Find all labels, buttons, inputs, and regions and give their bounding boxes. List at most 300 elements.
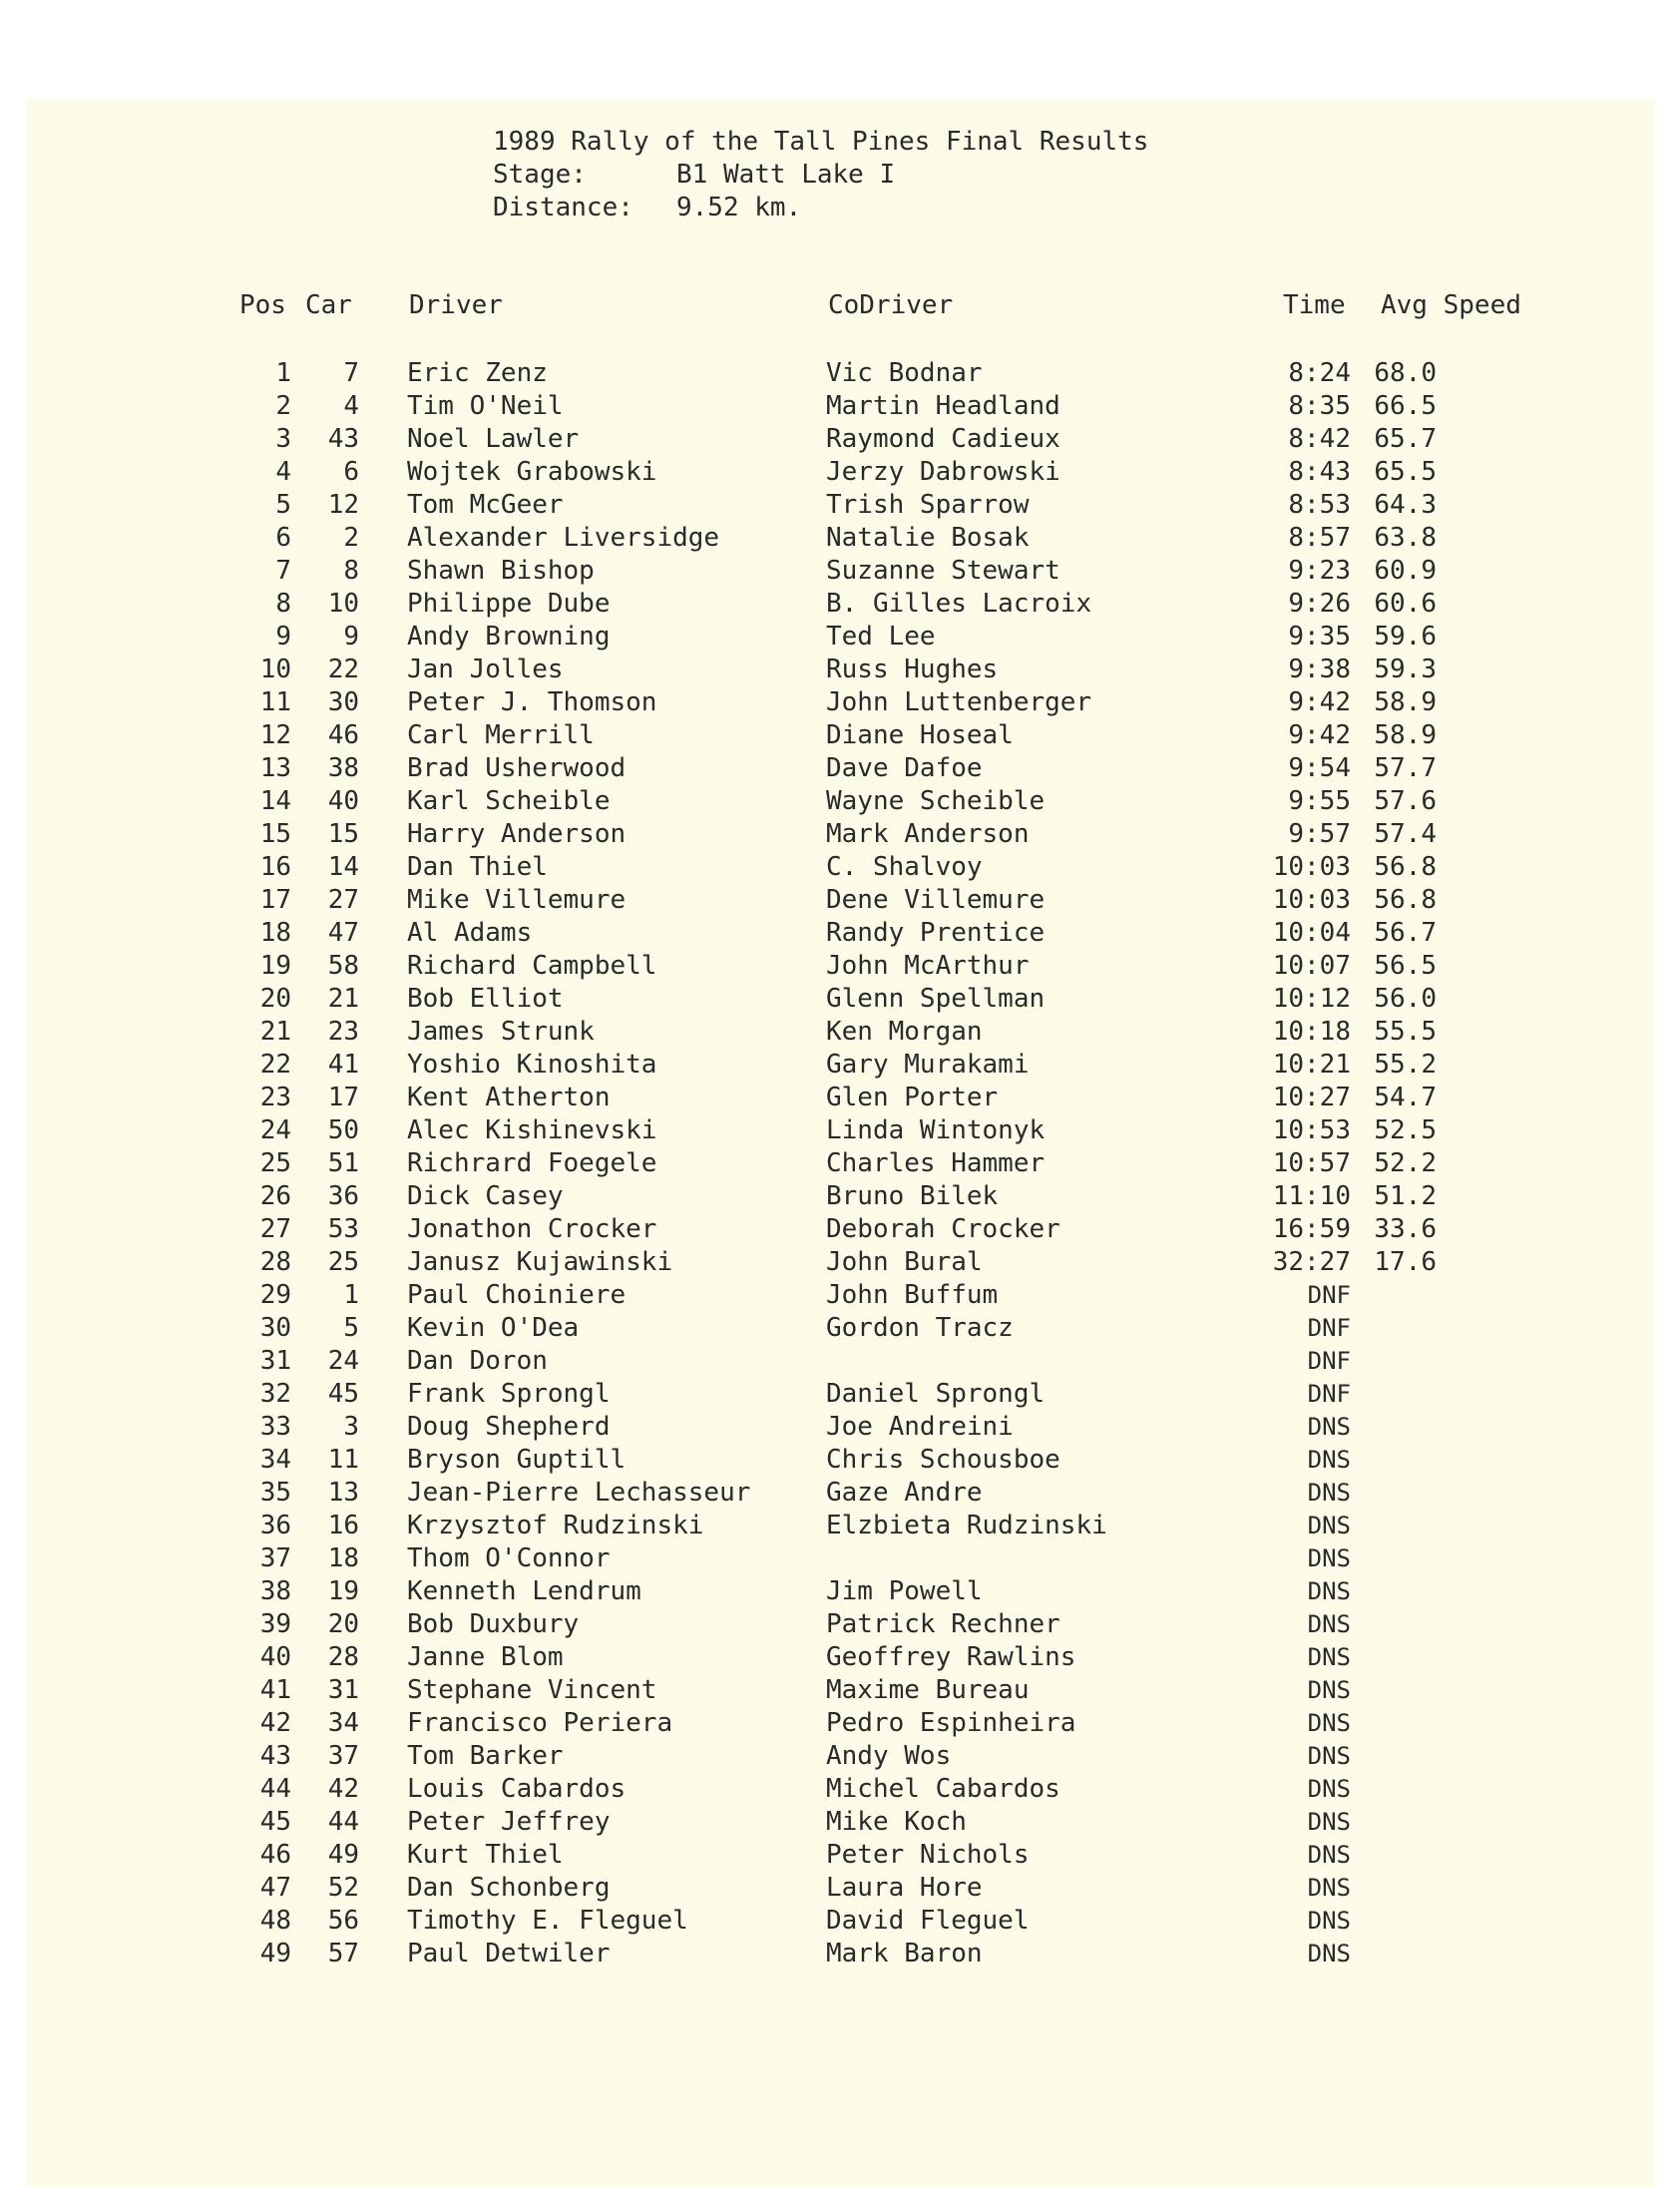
car-number-cell: 10 [327,589,359,619]
driver-cell: Frank Sprongl [407,1379,611,1409]
driver-cell: Timothy E. Fleguel [407,1906,688,1936]
codriver-cell: John Bural [826,1247,983,1277]
car-number-cell: 15 [327,819,359,849]
codriver-cell: Mark Anderson [826,819,1030,849]
table-row [0,1246,1680,1279]
table-row [0,917,1680,950]
car-number-cell: 56 [327,1906,359,1936]
table-row [0,851,1680,884]
position-cell: 15 [259,819,291,849]
table-row [0,950,1680,983]
table-row [0,1806,1680,1839]
avg-speed-cell: 56.7 [1374,918,1437,948]
car-number-cell: 44 [327,1807,359,1837]
position-cell: 16 [259,852,291,882]
driver-cell: Bob Elliot [407,984,564,1014]
driver-cell: Paul Detwiler [407,1939,611,1968]
table-row [0,1938,1680,1970]
position-cell: 48 [259,1906,291,1936]
position-cell: 25 [259,1148,291,1178]
codriver-cell: Chris Schousboe [826,1445,1060,1475]
codriver-cell: Trish Sparrow [826,490,1030,520]
table-row [0,1839,1680,1872]
driver-cell: Kevin O'Dea [407,1313,580,1343]
position-cell: 13 [259,753,291,783]
car-number-cell: 50 [327,1115,359,1145]
table-row [0,818,1680,851]
codriver-cell: John McArthur [826,951,1030,981]
codriver-cell: Wayne Scheible [826,786,1046,816]
car-number-cell: 52 [327,1873,359,1903]
avg-speed-cell: 54.7 [1374,1083,1437,1112]
codriver-cell: Ken Morgan [826,1017,983,1047]
time-cell: DNS [1307,1610,1351,1638]
codriver-cell: Patrick Rechner [826,1609,1060,1639]
codriver-cell: Ted Lee [826,622,936,652]
table-row [0,1082,1680,1114]
codriver-cell: David Fleguel [826,1906,1030,1936]
distance-value: 9.52 km. [676,193,802,222]
time-cell: DNS [1307,1446,1351,1474]
driver-cell: Yoshio Kinoshita [407,1050,657,1080]
time-cell: DNF [1307,1281,1351,1309]
table-row [0,588,1680,621]
car-number-cell: 45 [327,1379,359,1409]
table-row [0,1510,1680,1542]
table-row [0,1608,1680,1641]
car-number-cell: 4 [343,391,359,421]
car-number-cell: 58 [327,951,359,981]
stage-line [493,159,1148,192]
codriver-cell: Geoffrey Rawlins [826,1642,1076,1672]
driver-cell: Mike Villemure [407,885,627,915]
driver-cell: Shawn Bishop [407,556,595,586]
codriver-cell: Pedro Espinheira [826,1708,1076,1738]
codriver-cell: Gordon Tracz [826,1313,1014,1343]
table-row [0,1872,1680,1905]
time-cell: 8:53 [1288,490,1351,520]
car-number-cell: 34 [327,1708,359,1738]
driver-cell: Philippe Dube [407,589,611,619]
car-number-cell: 3 [343,1412,359,1442]
codriver-cell: Jerzy Dabrowski [826,457,1060,487]
driver-cell: Bryson Guptill [407,1445,627,1475]
table-row [0,983,1680,1016]
time-cell: DNS [1307,1808,1351,1836]
position-cell: 38 [259,1576,291,1606]
document-header [493,126,1148,224]
position-cell: 4 [275,457,291,487]
time-cell: DNS [1307,1841,1351,1869]
car-number-cell: 20 [327,1609,359,1639]
car-number-cell: 11 [327,1445,359,1475]
table-row [0,522,1680,555]
driver-cell: Janusz Kujawinski [407,1247,673,1277]
codriver-cell: Mike Koch [826,1807,967,1837]
table-row [0,1740,1680,1773]
table-row [0,1707,1680,1740]
avg-speed-cell: 58.9 [1374,687,1437,717]
avg-speed-cell: 33.6 [1374,1214,1437,1244]
table-row [0,621,1680,654]
driver-cell: Alec Kishinevski [407,1115,657,1145]
time-cell: DNS [1307,1577,1351,1605]
time-cell: DNS [1307,1907,1351,1935]
time-cell: 10:21 [1272,1050,1351,1080]
time-cell: 32:27 [1272,1247,1351,1277]
avg-speed-cell: 56.0 [1374,984,1437,1014]
time-cell: 10:03 [1272,852,1351,882]
results-table [0,357,1680,1970]
position-cell: 45 [259,1807,291,1837]
car-number-cell: 41 [327,1050,359,1080]
position-cell: 10 [259,655,291,684]
time-cell: 16:59 [1272,1214,1351,1244]
time-cell: DNF [1307,1380,1351,1408]
column-header-car: Car [305,290,352,320]
table-row [0,390,1680,423]
car-number-cell: 30 [327,687,359,717]
table-row [0,884,1680,917]
time-cell: 9:42 [1288,687,1351,717]
car-number-cell: 42 [327,1774,359,1804]
car-number-cell: 16 [327,1511,359,1540]
table-row [0,489,1680,522]
driver-cell: Richrard Foegele [407,1148,657,1178]
time-cell: DNS [1307,1940,1351,1968]
position-cell: 44 [259,1774,291,1804]
car-number-cell: 22 [327,655,359,684]
car-number-cell: 5 [343,1313,359,1343]
time-cell: 8:42 [1288,424,1351,454]
time-cell: 8:24 [1288,358,1351,388]
driver-cell: Carl Merrill [407,720,595,750]
driver-cell: Bob Duxbury [407,1609,580,1639]
position-cell: 12 [259,720,291,750]
time-cell: 8:35 [1288,391,1351,421]
driver-cell: Dan Schonberg [407,1873,611,1903]
car-number-cell: 28 [327,1642,359,1672]
driver-cell: Kurt Thiel [407,1840,564,1870]
time-cell: 9:35 [1288,622,1351,652]
time-cell: DNF [1307,1314,1351,1342]
table-row [0,1444,1680,1477]
driver-cell: Peter J. Thomson [407,687,657,717]
codriver-cell: Maxime Bureau [826,1675,1030,1705]
avg-speed-cell: 63.8 [1374,523,1437,553]
position-cell: 37 [259,1543,291,1573]
position-cell: 8 [275,589,291,619]
time-cell: 9:42 [1288,720,1351,750]
time-cell: DNS [1307,1874,1351,1902]
position-cell: 20 [259,984,291,1014]
time-cell: 10:03 [1272,885,1351,915]
car-number-cell: 18 [327,1543,359,1573]
driver-cell: Stephane Vincent [407,1675,657,1705]
driver-cell: Noel Lawler [407,424,580,454]
codriver-cell: Russ Hughes [826,655,999,684]
codriver-cell: Bruno Bilek [826,1181,999,1211]
driver-cell: James Strunk [407,1017,595,1047]
time-cell: DNF [1307,1347,1351,1375]
time-cell: 10:53 [1272,1115,1351,1145]
position-cell: 39 [259,1609,291,1639]
codriver-cell: Joe Andreini [826,1412,1014,1442]
position-cell: 9 [275,622,291,652]
car-number-cell: 27 [327,885,359,915]
avg-speed-cell: 65.7 [1374,424,1437,454]
position-cell: 14 [259,786,291,816]
avg-speed-cell: 52.5 [1374,1115,1437,1145]
distance-label: Distance: [493,193,633,222]
table-row [0,1016,1680,1049]
column-header-time: Time [1283,290,1346,320]
car-number-cell: 38 [327,753,359,783]
table-row [0,1575,1680,1608]
time-cell: 9:38 [1288,655,1351,684]
avg-speed-cell: 64.3 [1374,490,1437,520]
codriver-cell: Natalie Bosak [826,523,1030,553]
car-number-cell: 17 [327,1083,359,1112]
table-row [0,752,1680,785]
driver-cell: Kent Atherton [407,1083,611,1112]
driver-cell: Jonathon Crocker [407,1214,657,1244]
avg-speed-cell: 56.5 [1374,951,1437,981]
car-number-cell: 31 [327,1675,359,1705]
distance-line [493,192,1148,224]
document-title: 1989 Rally of the Tall Pines Final Results [493,127,1149,157]
position-cell: 31 [259,1346,291,1376]
position-cell: 46 [259,1840,291,1870]
driver-cell: Tom Barker [407,1741,564,1771]
avg-speed-cell: 56.8 [1374,885,1437,915]
position-cell: 24 [259,1115,291,1145]
position-cell: 2 [275,391,291,421]
driver-cell: Doug Shepherd [407,1412,611,1442]
car-number-cell: 8 [343,556,359,586]
table-row [0,1345,1680,1378]
codriver-cell: Glen Porter [826,1083,999,1112]
codriver-cell: Charles Hammer [826,1148,1046,1178]
avg-speed-cell: 59.6 [1374,622,1437,652]
driver-cell: Eric Zenz [407,358,548,388]
avg-speed-cell: 57.6 [1374,786,1437,816]
driver-cell: Brad Usherwood [407,753,627,783]
position-cell: 22 [259,1050,291,1080]
position-cell: 26 [259,1181,291,1211]
codriver-cell: C. Shalvoy [826,852,983,882]
car-number-cell: 46 [327,720,359,750]
position-cell: 23 [259,1083,291,1112]
avg-speed-cell: 60.9 [1374,556,1437,586]
position-cell: 29 [259,1280,291,1310]
codriver-cell: Laura Hore [826,1873,983,1903]
codriver-cell: Michel Cabardos [826,1774,1060,1804]
car-number-cell: 9 [343,622,359,652]
position-cell: 49 [259,1939,291,1968]
car-number-cell: 47 [327,918,359,948]
position-cell: 30 [259,1313,291,1343]
time-cell: DNS [1307,1742,1351,1770]
codriver-cell: Glenn Spellman [826,984,1046,1014]
codriver-cell: Dene Villemure [826,885,1046,915]
position-cell: 27 [259,1214,291,1244]
table-row [0,654,1680,686]
car-number-cell: 13 [327,1478,359,1508]
position-cell: 43 [259,1741,291,1771]
driver-cell: Peter Jeffrey [407,1807,611,1837]
avg-speed-cell: 60.6 [1374,589,1437,619]
time-cell: DNS [1307,1544,1351,1572]
table-row [0,1542,1680,1575]
position-cell: 5 [275,490,291,520]
table-row [0,686,1680,719]
codriver-cell: Gaze Andre [826,1478,983,1508]
time-cell: 9:57 [1288,819,1351,849]
column-headers [0,289,1680,322]
position-cell: 34 [259,1445,291,1475]
table-row [0,785,1680,818]
codriver-cell: Linda Wintonyk [826,1115,1046,1145]
position-cell: 41 [259,1675,291,1705]
driver-cell: Kenneth Lendrum [407,1576,641,1606]
time-cell: DNS [1307,1775,1351,1803]
driver-cell: Tim O'Neil [407,391,564,421]
codriver-cell: Mark Baron [826,1939,983,1968]
codriver-cell: John Buffum [826,1280,999,1310]
car-number-cell: 53 [327,1214,359,1244]
codriver-cell: Suzanne Stewart [826,556,1060,586]
table-row [0,719,1680,752]
table-row [0,1674,1680,1707]
avg-speed-cell: 58.9 [1374,720,1437,750]
position-cell: 33 [259,1412,291,1442]
time-cell: 10:04 [1272,918,1351,948]
avg-speed-cell: 59.3 [1374,655,1437,684]
time-cell: 9:26 [1288,589,1351,619]
driver-cell: Janne Blom [407,1642,564,1672]
codriver-cell: Andy Wos [826,1741,952,1771]
avg-speed-cell: 65.5 [1374,457,1437,487]
avg-speed-cell: 55.5 [1374,1017,1437,1047]
driver-cell: Dan Doron [407,1346,548,1376]
table-row [0,1180,1680,1213]
position-cell: 40 [259,1642,291,1672]
column-header-codriver: CoDriver [828,290,954,320]
time-cell: DNS [1307,1676,1351,1704]
position-cell: 36 [259,1511,291,1540]
time-cell: 11:10 [1272,1181,1351,1211]
driver-cell: Harry Anderson [407,819,627,849]
codriver-cell: B. Gilles Lacroix [826,589,1092,619]
time-cell: 8:43 [1288,457,1351,487]
codriver-cell: John Luttenberger [826,687,1092,717]
table-row [0,1312,1680,1345]
time-cell: 10:12 [1272,984,1351,1014]
driver-cell: Alexander Liversidge [407,523,720,553]
column-header-avg-speed: Avg Speed [1381,290,1521,320]
codriver-cell: Vic Bodnar [826,358,983,388]
car-number-cell: 23 [327,1017,359,1047]
car-number-cell: 36 [327,1181,359,1211]
position-cell: 3 [275,424,291,454]
car-number-cell: 2 [343,523,359,553]
position-cell: 1 [275,358,291,388]
car-number-cell: 25 [327,1247,359,1277]
avg-speed-cell: 57.4 [1374,819,1437,849]
stage-label: Stage: [493,160,587,190]
driver-cell: Thom O'Connor [407,1543,611,1573]
position-cell: 32 [259,1379,291,1409]
driver-cell: Jean-Pierre Lechasseur [407,1478,751,1508]
position-cell: 17 [259,885,291,915]
time-cell: 9:55 [1288,786,1351,816]
table-row [0,1049,1680,1082]
avg-speed-cell: 17.6 [1374,1247,1437,1277]
driver-cell: Tom McGeer [407,490,564,520]
stage-value: B1 Watt Lake I [676,160,896,190]
driver-cell: Al Adams [407,918,533,948]
driver-cell: Dick Casey [407,1181,564,1211]
avg-speed-cell: 55.2 [1374,1050,1437,1080]
position-cell: 42 [259,1708,291,1738]
table-row [0,1905,1680,1938]
table-row [0,423,1680,456]
table-row [0,555,1680,588]
driver-cell: Paul Choiniere [407,1280,627,1310]
driver-cell: Dan Thiel [407,852,548,882]
table-row [0,1641,1680,1674]
driver-cell: Louis Cabardos [407,1774,627,1804]
position-cell: 6 [275,523,291,553]
table-row [0,1477,1680,1510]
codriver-cell: Randy Prentice [826,918,1046,948]
driver-cell: Jan Jolles [407,655,564,684]
car-number-cell: 1 [343,1280,359,1310]
codriver-cell: Deborah Crocker [826,1214,1060,1244]
codriver-cell: Jim Powell [826,1576,983,1606]
time-cell: 10:27 [1272,1083,1351,1112]
car-number-cell: 21 [327,984,359,1014]
position-cell: 11 [259,687,291,717]
car-number-cell: 14 [327,852,359,882]
time-cell: 9:23 [1288,556,1351,586]
driver-cell: Krzysztof Rudzinski [407,1511,704,1540]
position-cell: 18 [259,918,291,948]
car-number-cell: 57 [327,1939,359,1968]
avg-speed-cell: 56.8 [1374,852,1437,882]
codriver-cell: Martin Headland [826,391,1060,421]
table-row [0,1411,1680,1444]
codriver-cell: Daniel Sprongl [826,1379,1046,1409]
time-cell: DNS [1307,1413,1351,1441]
position-cell: 19 [259,951,291,981]
table-row [0,1147,1680,1180]
driver-cell: Francisco Periera [407,1708,673,1738]
car-number-cell: 6 [343,457,359,487]
avg-speed-cell: 52.2 [1374,1148,1437,1178]
table-row [0,1773,1680,1806]
codriver-cell: Elzbieta Rudzinski [826,1511,1107,1540]
avg-speed-cell: 68.0 [1374,358,1437,388]
position-cell: 7 [275,556,291,586]
car-number-cell: 49 [327,1840,359,1870]
avg-speed-cell: 57.7 [1374,753,1437,783]
car-number-cell: 37 [327,1741,359,1771]
codriver-cell: Raymond Cadieux [826,424,1060,454]
time-cell: 8:57 [1288,523,1351,553]
time-cell: DNS [1307,1709,1351,1737]
